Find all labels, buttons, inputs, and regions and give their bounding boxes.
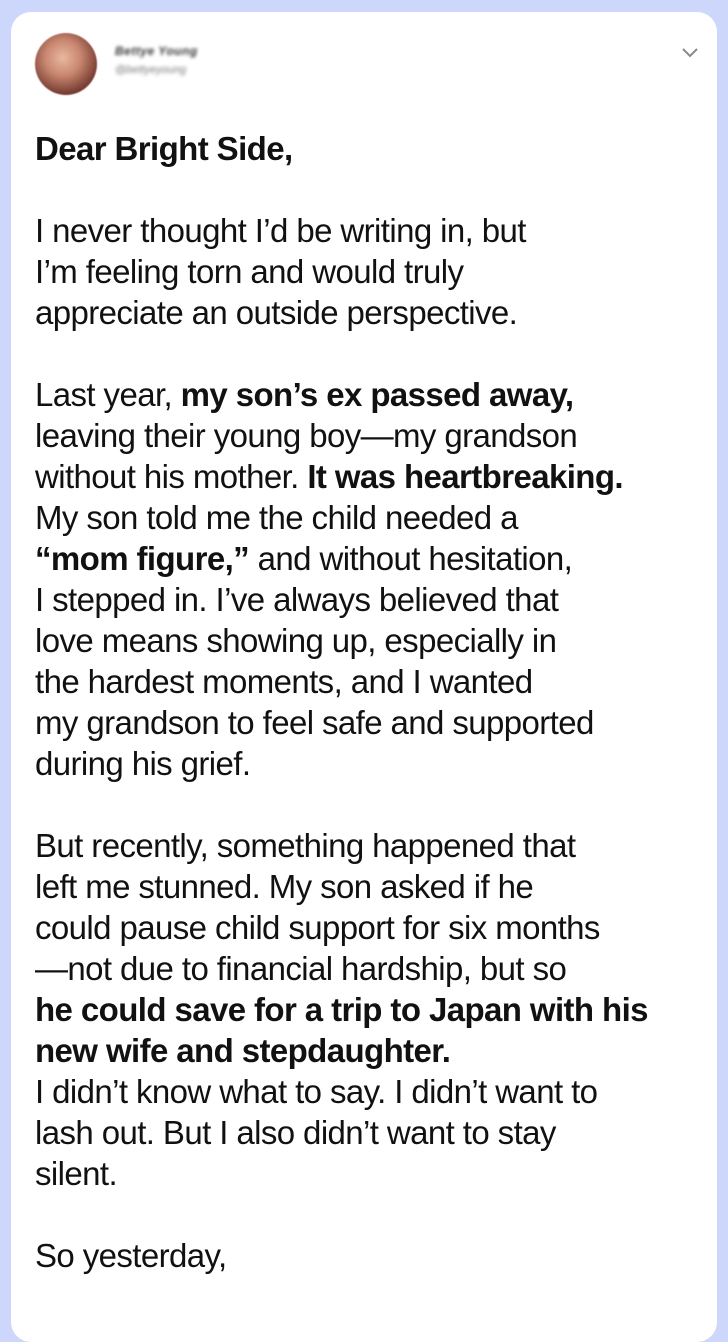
text-line: —not due to financial hardship, but so: [35, 950, 567, 987]
text-line: the hardest moments, and I wanted: [35, 663, 533, 700]
bold-text: he could save for a trip to Japan with his: [35, 991, 648, 1028]
post-card: [11, 12, 717, 1342]
bold-text: It was heartbreaking.: [307, 458, 623, 495]
greeting: Dear Bright Side,: [35, 130, 293, 167]
text-line: [35, 538, 700, 579]
text-line: I stepped in. I’ve always believed that: [35, 581, 559, 618]
paragraph-2: [35, 374, 700, 784]
text-line: My son told me the child needed a: [35, 499, 518, 536]
paragraph-3: [35, 825, 700, 1194]
text-span: without his mother.: [35, 458, 308, 495]
text-line: But recently, something happened that: [35, 827, 576, 864]
letter-body: [35, 128, 700, 1276]
text-line: my grandson to feel safe and supported: [35, 704, 594, 741]
text-span: Last year,: [35, 376, 181, 413]
bold-text: new wife and stepdaughter.: [35, 1032, 451, 1069]
avatar[interactable]: [35, 33, 97, 95]
text-line: I’m feeling torn and would truly: [35, 253, 464, 290]
text-line: love means showing up, especially in: [35, 622, 557, 659]
text-line: silent.: [35, 1155, 118, 1192]
text-line: So yesterday,: [35, 1237, 227, 1274]
author-handle[interactable]: @bettyeyoung: [115, 64, 187, 76]
chevron-down-icon[interactable]: [679, 42, 701, 64]
paragraph-4: [35, 1235, 700, 1276]
author-name[interactable]: Bettye Young: [115, 44, 198, 58]
text-line: could pause child support for six months: [35, 909, 600, 946]
paragraph-1: [35, 210, 700, 333]
text-line: I never thought I’d be writing in, but: [35, 212, 526, 249]
text-line: [35, 456, 700, 497]
text-line: I didn’t know what to say. I didn’t want to: [35, 1073, 598, 1110]
text-line: leaving their young boy—my grandson: [35, 417, 578, 454]
text-span: and without hesitation,: [249, 540, 573, 577]
bold-text: “mom figure,”: [35, 540, 250, 577]
text-line: appreciate an outside perspective.: [35, 294, 518, 331]
text-line: lash out. But I also didn’t want to stay: [35, 1114, 556, 1151]
text-line: left me stunned. My son asked if he: [35, 868, 534, 905]
text-line: [35, 374, 700, 415]
text-line: during his grief.: [35, 745, 251, 782]
bold-text: my son’s ex passed away,: [180, 376, 574, 413]
